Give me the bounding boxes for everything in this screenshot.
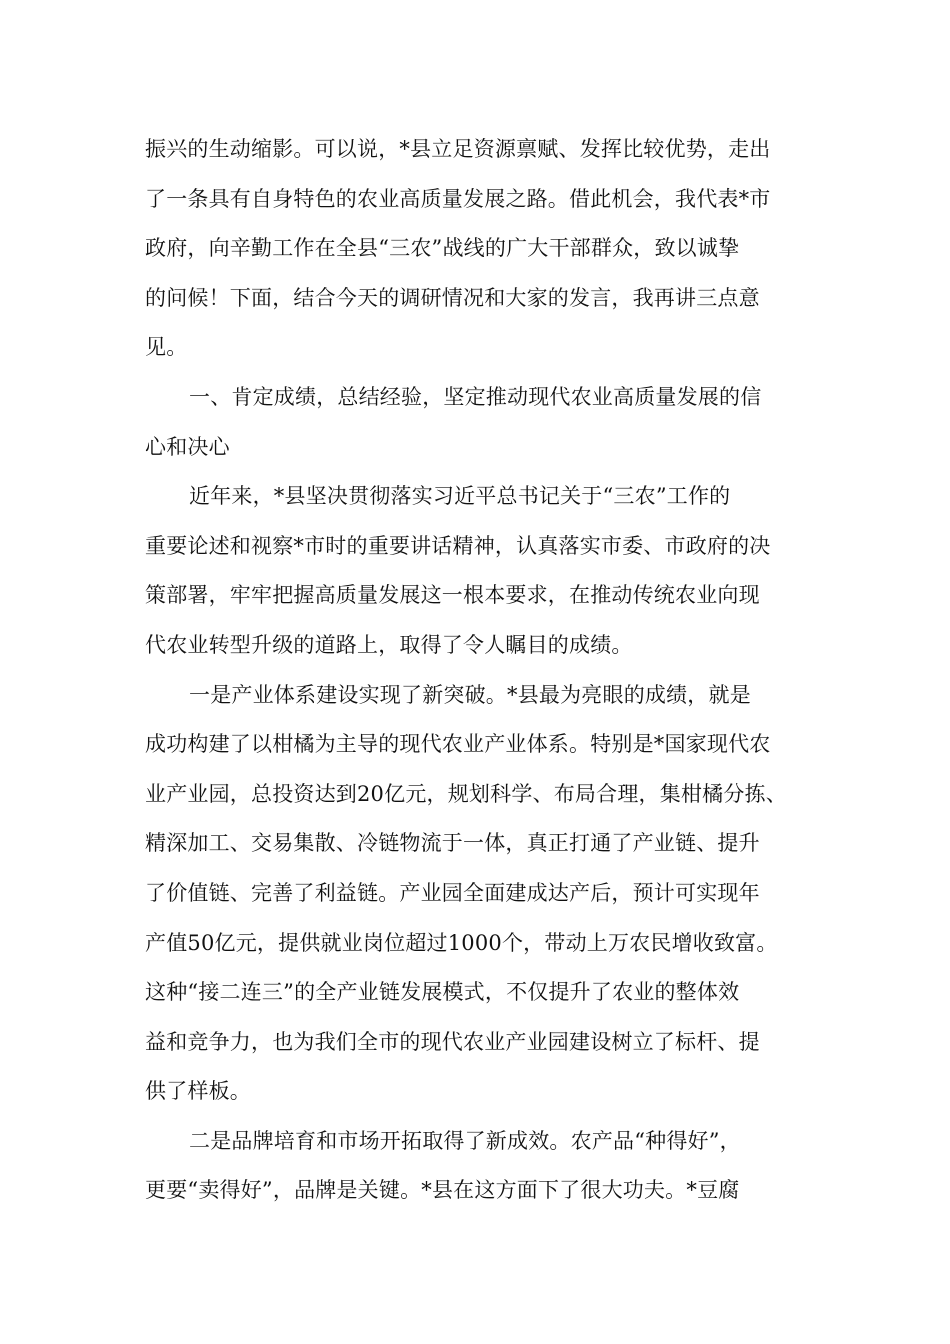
paragraph-1	[145, 125, 809, 373]
text-line: 重要论述和视察*市时的重要讲话精神，认真落实市委、市政府的决	[145, 533, 771, 558]
text-line: 振兴的生动缩影。可以说，*县立足资源禀赋、发挥比较优势，走出	[145, 137, 771, 161]
heading-line: 心和决心	[145, 434, 230, 459]
paragraph-4	[145, 1117, 809, 1216]
text-line: 的问候！下面，结合今天的调研情况和大家的发言，我再讲三点意	[145, 285, 760, 310]
text-line: 策部署，牢牢把握高质量发展这一根本要求，在推动传统农业向现	[145, 583, 760, 608]
text-line: 二是品牌培育和市场开拓取得了新成效。农产品“种得好”，	[189, 1128, 741, 1153]
text-line: 精深加工、交易集散、冷链物流于一体，真正打通了产业链、提升	[145, 831, 760, 856]
paragraph-2	[145, 472, 809, 670]
text-line: 更要“卖得好”，品牌是关键。*县在这方面下了很大功夫。*豆腐	[145, 1178, 740, 1203]
section-heading-1	[145, 373, 809, 472]
paragraph-3	[145, 671, 809, 1117]
text-line: 了价值链、完善了利益链。产业园全面建成达产后，预计可实现年	[145, 880, 760, 905]
text-line: 了一条具有自身特色的农业高质量发展之路。借此机会，我代表*市	[145, 186, 771, 211]
text-line: 近年来，*县坚决贯彻落实习近平总书记关于“三农”工作的	[189, 484, 731, 509]
document-page	[145, 125, 809, 1216]
text-line: 供了样板。	[145, 1079, 251, 1104]
text-line: 一是产业体系建设实现了新突破。*县最为亮眼的成绩，就是	[189, 682, 751, 707]
text-line: 这种“接二连三”的全产业链发展模式，不仅提升了农业的整体效	[145, 980, 740, 1005]
text-line: 见。	[145, 335, 188, 360]
text-line: 产值50亿元，提供就业岗位超过1000个，带动上万农民增收致富。	[145, 930, 778, 955]
text-line: 代农业转型升级的道路上，取得了令人瞩目的成绩。	[145, 632, 633, 657]
text-line: 业产业园，总投资达到20亿元，规划科学、布局合理，集柑橘分拣、	[145, 781, 787, 806]
heading-line: 一、肯定成绩，总结经验，坚定推动现代农业高质量发展的信	[189, 384, 762, 409]
text-line: 政府，向辛勤工作在全县“三农”战线的广大干部群众，致以诚挚	[145, 236, 740, 261]
text-line: 成功构建了以柑橘为主导的现代农业产业体系。特别是*国家现代农	[145, 732, 771, 757]
text-line: 益和竞争力，也为我们全市的现代农业产业园建设树立了标杆、提	[145, 1029, 760, 1054]
